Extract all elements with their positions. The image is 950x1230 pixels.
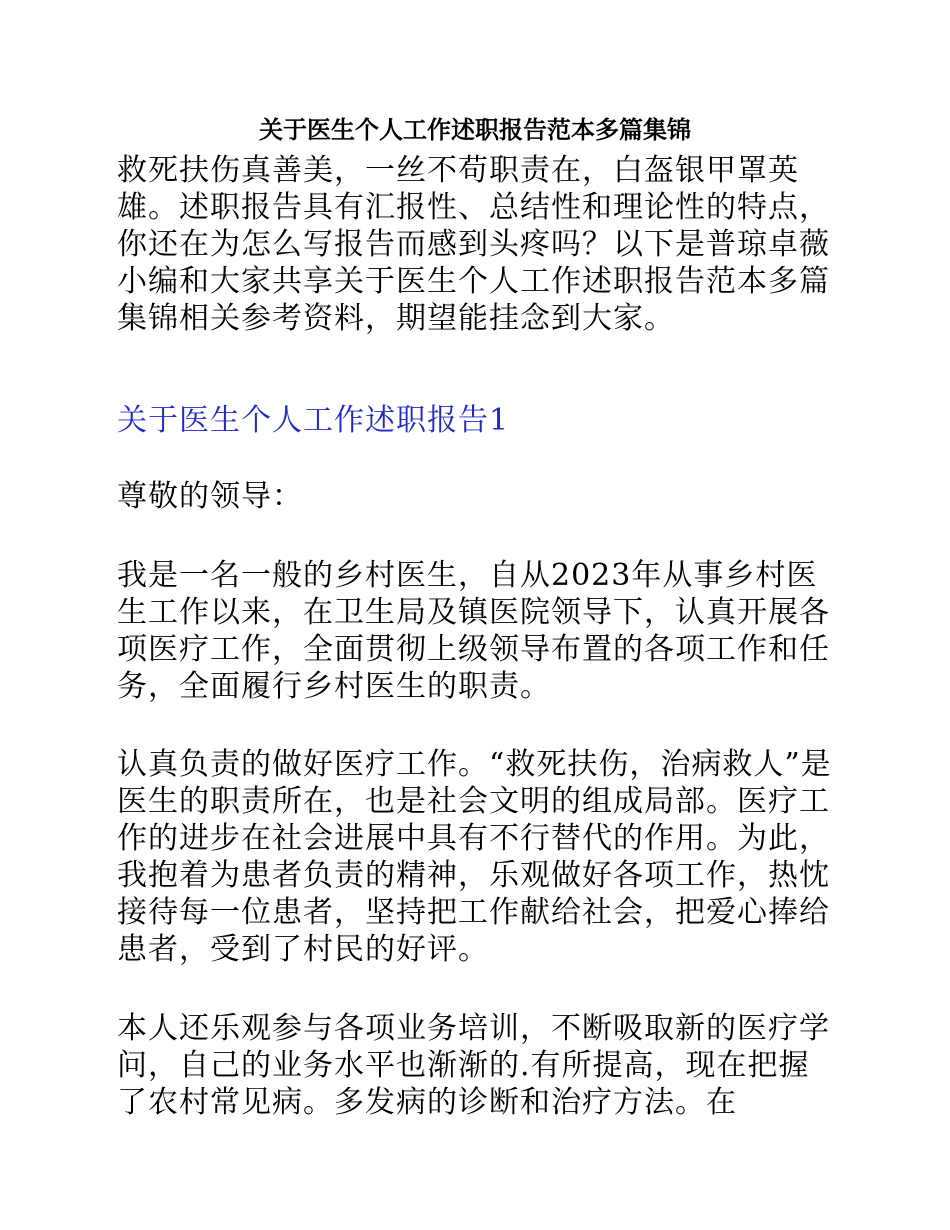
salutation-paragraph: 尊敬的领导： xyxy=(117,479,303,514)
document-title: 关于医生个人工作述职报告范本多篇集锦 xyxy=(259,115,691,144)
body-paragraph-1: 我是一名一般的乡村医生，自从2023年从事乡村医生工作以来，在卫生局及镇医院领导下，认真开展各项医疗工作，全面贯彻上级领导布置的各项工作和任务，全面履行乡村医生的职责。 xyxy=(117,558,830,704)
body-paragraph-2: 认真负责的做好医疗工作。“救死扶伤，治病救人”是医生的职责所在，也是社会文明的组成局部。医疗工作的进步在社会进展中具有不行替代的作用。为此，我抱着为患者负责的精神，乐观做好各项工作，热忱接待每一位患者，坚持把工作献给社会，把爱心捧给患者，受到了村民的好评。 xyxy=(117,747,832,967)
intro-paragraph: 救死扶伤真善美，一丝不苟职责在，白盔银甲罩英雄。述职报告具有汇报性、总结性和理论性的特点，你还在为怎么写报告而感到头疼吗？以下是普琼卓薇小编和大家共享关于医生个人工作述职报告范本多篇集锦相关参考资料，期望能挂念到大家。 xyxy=(117,153,830,336)
section-heading: 关于医生个人工作述职报告1 xyxy=(117,403,510,438)
body-paragraph-3: 本人还乐观参与各项业务培训，不断吸取新的医疗学问，自己的业务水平也渐渐的.有所提高，现在把握了农村常见病。多发病的诊断和治疗方法。在 xyxy=(117,1011,830,1120)
